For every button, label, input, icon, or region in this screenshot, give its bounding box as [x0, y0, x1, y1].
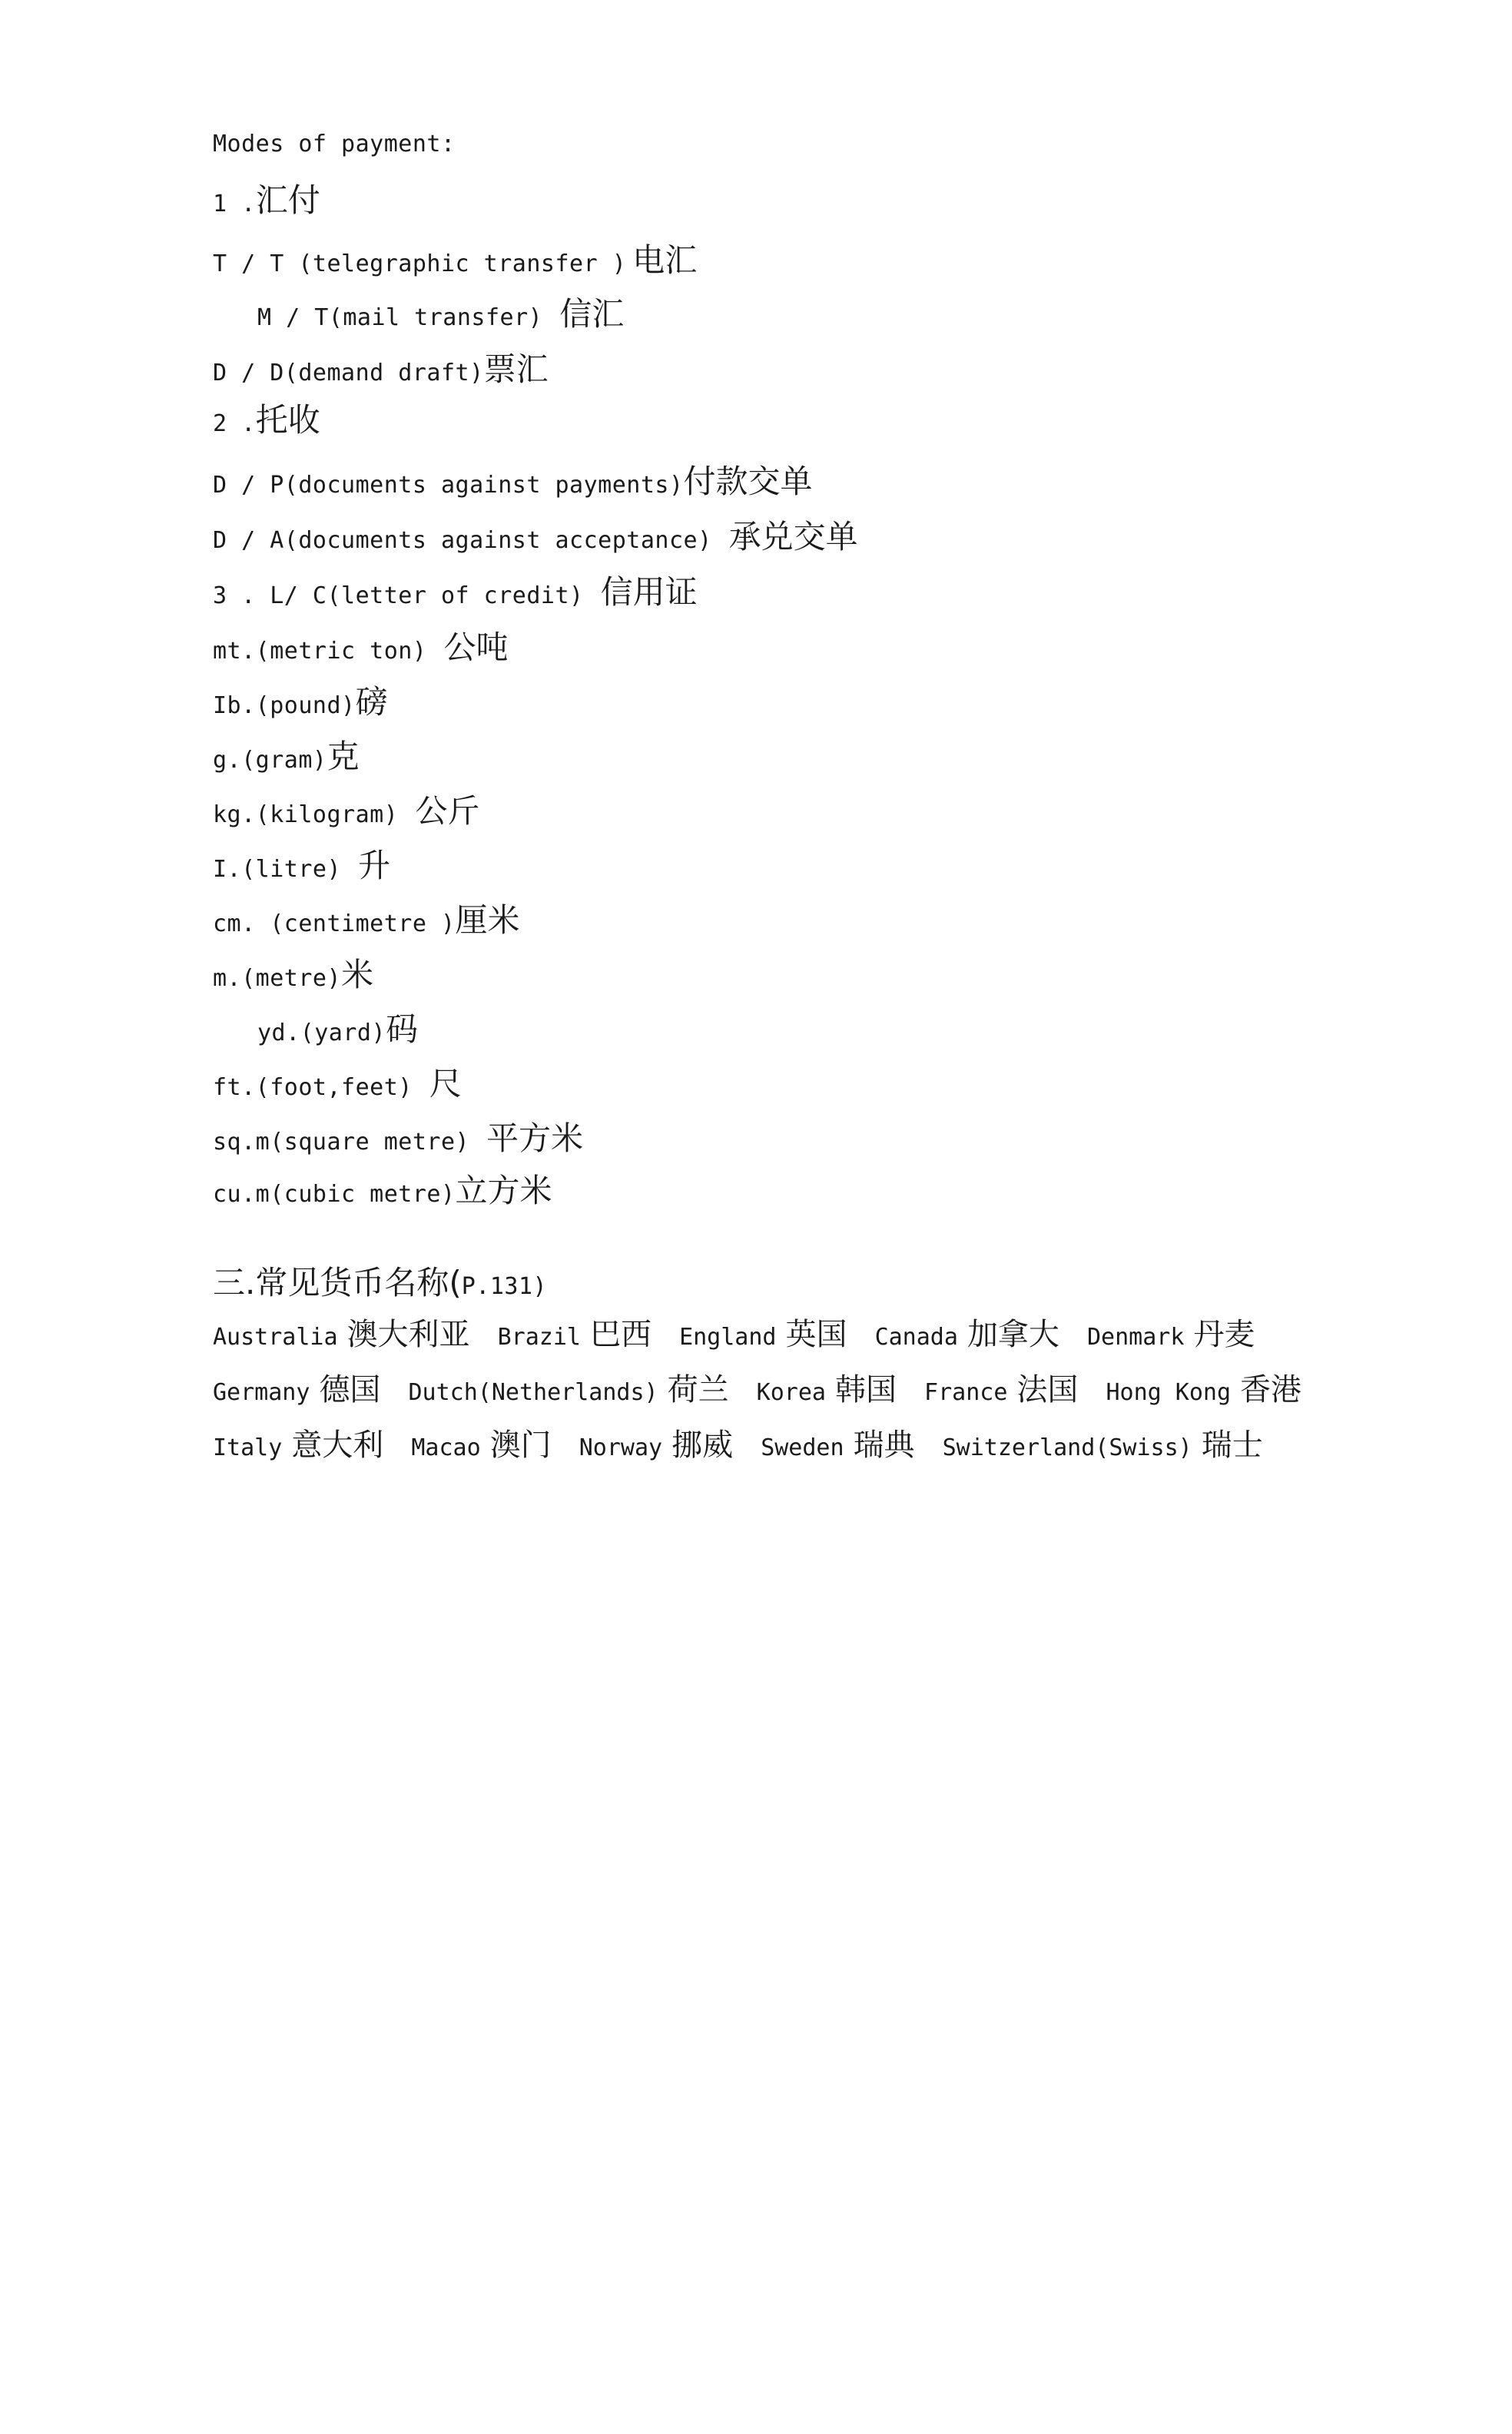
- lc-zh: 信用证: [600, 573, 698, 611]
- unit-zh: 克: [327, 738, 360, 775]
- payment-term-en: M / T(mail transfer): [257, 304, 543, 331]
- unit-row: [213, 622, 1327, 677]
- unit-row: [213, 841, 1327, 895]
- collection-title: 托收: [255, 401, 320, 439]
- currency-page-ref: P.131): [461, 1273, 548, 1300]
- unit-en: kg.(kilogram): [213, 801, 399, 828]
- payment-term-zh: 付款交单: [683, 463, 813, 500]
- unit-en: sq.m(square metre): [213, 1129, 470, 1156]
- country-en: Brazil: [497, 1324, 581, 1351]
- country-en: England: [679, 1324, 777, 1351]
- country-item: [761, 1428, 915, 1463]
- lc-row: [213, 567, 1327, 622]
- currency-section-heading: [213, 1258, 1327, 1304]
- country-en: Norway: [579, 1434, 663, 1461]
- country-item: [756, 1372, 897, 1408]
- unit-row: [213, 1113, 1327, 1166]
- payment-term-zh: 票汇: [483, 350, 549, 388]
- payment-term-row: [213, 456, 1327, 512]
- unit-en: yd.(yard): [257, 1020, 386, 1046]
- payment-heading: Modes of payment:: [213, 131, 456, 158]
- country-item: [579, 1428, 734, 1463]
- country-zh: 韩国: [834, 1372, 897, 1408]
- collection-number: 2 .: [213, 410, 256, 437]
- payment-heading-row: [213, 131, 1327, 175]
- country-item: [1087, 1317, 1255, 1352]
- unit-zh: 码: [386, 1010, 419, 1048]
- unit-zh: 厘米: [455, 901, 520, 939]
- lc-en: 3 . L/ C(letter of credit): [213, 582, 584, 609]
- unit-row: [213, 895, 1327, 950]
- payment-term-zh: 电汇: [632, 241, 698, 279]
- unit-row: [213, 1166, 1327, 1258]
- country-en: Italy: [213, 1434, 283, 1461]
- payment-term-row: [213, 235, 1327, 289]
- payment-term-row: [213, 512, 1327, 567]
- unit-zh: 米: [341, 956, 374, 993]
- country-item: [874, 1317, 1059, 1352]
- unit-row: [213, 1004, 1327, 1059]
- country-zh: 香港: [1240, 1372, 1302, 1408]
- country-item: [679, 1317, 847, 1352]
- country-item: [1106, 1372, 1302, 1408]
- country-zh: 丹麦: [1193, 1317, 1255, 1352]
- country-item: [213, 1428, 384, 1463]
- payment-term-en: T / T (telegraphic transfer ): [213, 250, 627, 277]
- document-content: [213, 131, 1327, 1474]
- country-item: [213, 1372, 381, 1408]
- country-en: Switzerland(Swiss): [942, 1434, 1192, 1461]
- unit-zh: 公吨: [443, 628, 509, 666]
- payment-term-zh: 承兑交单: [728, 518, 858, 555]
- country-zh: 英国: [785, 1317, 847, 1352]
- payment-term-en: D / P(documents against payments): [213, 472, 684, 499]
- payment-term-row: [213, 344, 1327, 395]
- country-zh: 德国: [319, 1372, 381, 1408]
- unit-row: [213, 1059, 1327, 1113]
- collection-heading-row: [213, 395, 1327, 456]
- unit-row: [213, 950, 1327, 1004]
- unit-en: Ib.(pound): [213, 692, 356, 719]
- unit-en: ft.(foot,feet): [213, 1074, 413, 1101]
- unit-en: cm. (centimetre ): [213, 910, 456, 937]
- country-list: [213, 1308, 1327, 1474]
- unit-zh: 升: [358, 847, 391, 884]
- country-en: Dutch(Netherlands): [408, 1379, 658, 1406]
- country-zh: 瑞典: [853, 1428, 915, 1463]
- country-item: [213, 1317, 470, 1352]
- unit-zh: 磅: [355, 683, 388, 721]
- unit-row: [213, 731, 1327, 786]
- country-en: Canada: [874, 1324, 958, 1351]
- country-zh: 澳大利亚: [346, 1317, 470, 1352]
- country-zh: 澳门: [489, 1428, 552, 1463]
- unit-en: I.(litre): [213, 856, 342, 883]
- country-zh: 法国: [1016, 1372, 1079, 1408]
- country-en: Macao: [411, 1434, 481, 1461]
- country-item: [942, 1428, 1263, 1463]
- unit-zh: 平方米: [486, 1119, 584, 1157]
- country-en: France: [924, 1379, 1008, 1406]
- country-zh: 挪威: [671, 1428, 734, 1463]
- currency-title: 三.常见货币名称(: [213, 1264, 462, 1302]
- unit-row: [213, 677, 1327, 731]
- country-zh: 加拿大: [967, 1317, 1059, 1352]
- remittance-heading-row: [213, 175, 1327, 235]
- payment-term-row: [213, 289, 1327, 344]
- country-item: [497, 1317, 652, 1352]
- country-item: [411, 1428, 552, 1463]
- country-en: Hong Kong: [1106, 1379, 1232, 1406]
- remittance-title: 汇付: [255, 181, 320, 219]
- country-en: Germany: [213, 1379, 310, 1406]
- unit-zh: 公斤: [415, 792, 480, 830]
- country-en: Australia: [213, 1324, 338, 1351]
- unit-zh: 尺: [429, 1065, 462, 1103]
- country-zh: 瑞士: [1201, 1428, 1263, 1463]
- country-en: Korea: [756, 1379, 826, 1406]
- country-en: Sweden: [761, 1434, 844, 1461]
- unit-en: cu.m(cubic metre): [213, 1181, 456, 1208]
- country-en: Denmark: [1087, 1324, 1185, 1351]
- payment-term-en: D / A(documents against acceptance): [213, 527, 712, 554]
- country-zh: 意大利: [291, 1428, 384, 1463]
- unit-en: m.(metre): [213, 965, 342, 992]
- payment-term-en: D / D(demand draft): [213, 360, 484, 386]
- country-zh: 荷兰: [667, 1372, 729, 1408]
- unit-en: mt.(metric ton): [213, 638, 427, 665]
- payment-term-zh: 信汇: [559, 295, 625, 333]
- remittance-number: 1 .: [213, 191, 256, 217]
- unit-zh: 立方米: [455, 1172, 552, 1209]
- unit-en: g.(gram): [213, 747, 327, 774]
- country-item: [924, 1372, 1079, 1408]
- unit-row: [213, 786, 1327, 841]
- country-zh: 巴西: [590, 1317, 652, 1352]
- country-item: [408, 1372, 729, 1408]
